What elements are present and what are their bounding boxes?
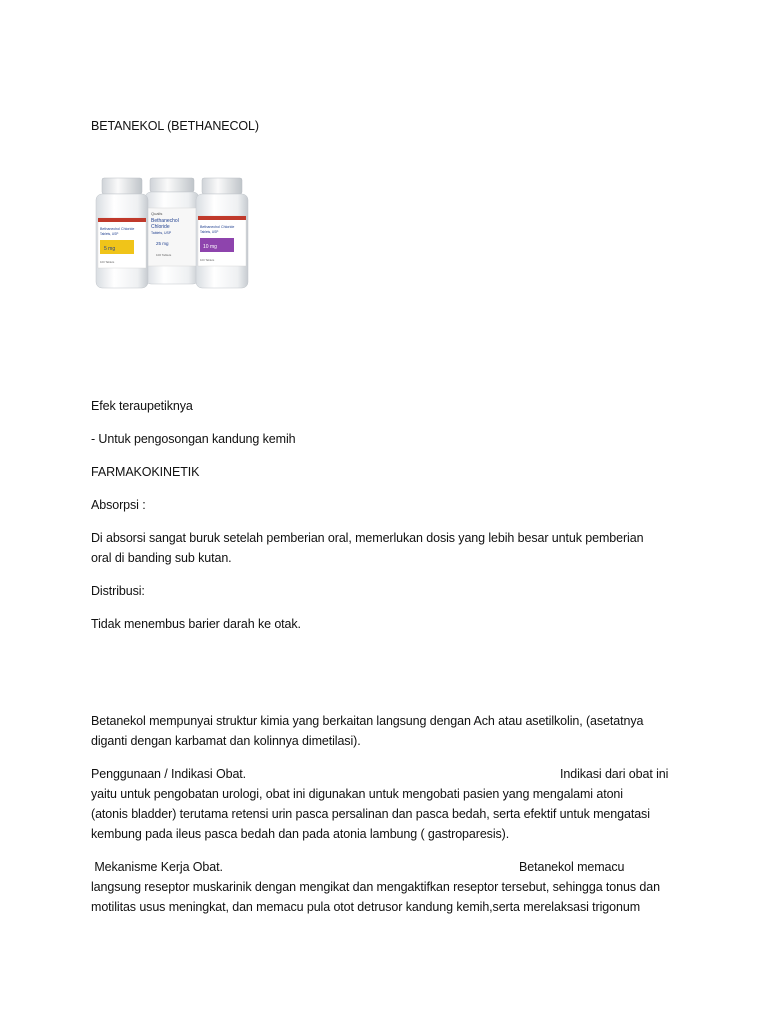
document-title: BETANEKOL (BETHANECOL) (91, 119, 259, 133)
usage-text-line-2: yaitu untuk pengobatan urologi, obat ini digunakan untuk mengobati pasien yang mengalami atoni (91, 787, 623, 801)
bottle-right-count: 100 Tablets (200, 258, 215, 262)
bottle-left-label-1: Bethanechol Chloride (100, 227, 135, 231)
mechanism-text-line-3: motilitas usus meningkat, dan memacu pula otot detrusor kandung kemih,serta merelaksasi trigonum (91, 900, 641, 914)
medicine-bottles-photo (90, 168, 252, 294)
usage-text-start: Indikasi dari obat ini (560, 767, 669, 781)
usage-heading: Penggunaan / Indikasi Obat. (91, 767, 247, 781)
usage-text-line-4: kembung pada ileus pasca bedah dan pada atonia lambung ( gastroparesis). (91, 827, 510, 841)
bottle-middle-dose: 25 mg (156, 241, 169, 246)
bottle-middle (145, 178, 199, 284)
bottle-right-label-1: Bethanechol Chloride (200, 225, 235, 229)
bottle-right (196, 178, 248, 288)
bottle-middle-brand: Qualis (151, 211, 163, 216)
absorption-text-line-2: oral di banding sub kutan. (91, 551, 232, 565)
mechanism-heading: Mekanisme Kerja Obat. (91, 860, 223, 874)
bottle-right-label-2: Tablets, USP (200, 230, 219, 234)
pharmacokinetics-heading: FARMAKOKINETIK (91, 465, 200, 479)
mechanism-text-start: Betanekol memacu (519, 860, 625, 874)
distribution-heading: Distribusi: (91, 584, 145, 598)
bottle-left-dose: 5 mg (104, 246, 116, 252)
absorption-heading: Absorpsi : (91, 498, 146, 512)
structure-text-line-1: Betanekol mempunyai struktur kimia yang berkaitan langsung dengan Ach atau asetilkolin, (asetatnya (91, 714, 644, 728)
bottle-left-count: 100 Tablets (100, 260, 115, 264)
usage-text-line-3: (atonis bladder) terutama retensi urin pasca persalinan dan pasca bedah, serta efektif untuk mengatasi (91, 807, 650, 821)
bottle-middle-label-3: Tablets, USP (151, 231, 172, 235)
bottle-middle-count: 100 Tablets (156, 253, 172, 257)
bottle-left-label-2: Tablets, USP (100, 232, 119, 236)
effect-item: - Untuk pengosongan kandung kemih (91, 432, 296, 446)
bottle-middle-label-2: Chloride (151, 224, 170, 230)
mechanism-text-line-2: langsung reseptor muskarinik dengan mengikat dan mengaktifkan reseptor tersebut, sehingga tonus dan (91, 880, 660, 894)
structure-text-line-2: diganti dengan karbamat dan kolinnya dimetilasi). (91, 734, 361, 748)
bottle-right-dose: 10 mg (203, 244, 217, 250)
effect-heading: Efek teraupetiknya (91, 399, 193, 413)
distribution-text: Tidak menembus barier darah ke otak. (91, 617, 301, 631)
bottle-middle-label-1: Bethanechol (151, 218, 179, 224)
bottle-left (96, 178, 148, 288)
absorption-text-line-1: Di absorsi sangat buruk setelah pemberian oral, memerlukan dosis yang lebih besar untuk pemberian (91, 531, 644, 545)
